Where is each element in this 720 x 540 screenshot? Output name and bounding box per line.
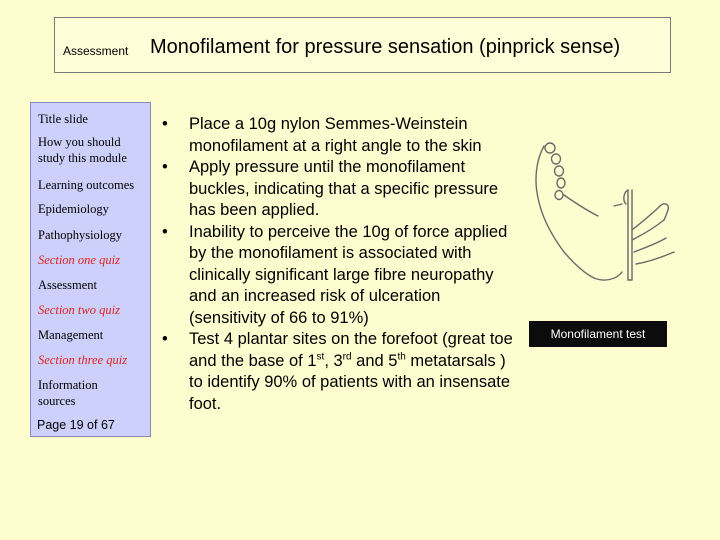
page-indicator: Page 19 of 67 [37,418,115,432]
nav-item-section-one-quiz[interactable]: Section one quiz [38,253,120,267]
bullet-text: Inability to perceive the 10g of force applied by the monofilament is associated with clinically significant large fibre neuropathy and an increased risk of ulceration (sensitivity of 66 to 91%) [189,222,508,327]
bullet-item [157,157,517,222]
bullet-item [157,114,517,157]
bullet-item [157,329,517,415]
nav-item-how-to-study[interactable]: How you should study this module [38,135,127,165]
slide-title: Monofilament for pressure sensation (pinprick sense) [150,36,621,58]
monofilament-test-button[interactable]: Monofilament test [529,321,667,347]
nav-item-section-three-quiz[interactable]: Section three quiz [38,353,128,367]
nav-item-title-slide[interactable]: Title slide [38,112,88,126]
nav-item-management[interactable]: Management [38,328,104,342]
section-label: Assessment [63,44,129,58]
nav-item-section-two-quiz[interactable]: Section two quiz [38,303,120,317]
bullet-dot-icon: • [162,330,168,348]
bullet-dot-icon: • [162,222,168,241]
bullet-list [157,114,517,415]
navigation-panel [30,102,151,437]
bullet-dot-icon: • [162,115,168,133]
title-box [54,17,671,73]
bullet-item [157,222,517,330]
nav-item-assessment[interactable]: Assessment [38,278,98,292]
nav-item-information-sources[interactable]: Information sources [38,378,98,408]
nav-item-epidemiology[interactable]: Epidemiology [38,202,109,216]
monofilament-foot-illustration [524,140,684,300]
nav-item-pathophysiology[interactable]: Pathophysiology [38,228,123,242]
bullet-dot-icon: • [162,158,168,176]
nav-item-learning-outcomes[interactable]: Learning outcomes [38,178,135,192]
bullet-text: Apply pressure until the monofilament buckles, indicating that a specific pressure has been applied. [189,158,499,219]
bullet-text: Test 4 plantar sites on the forefoot (great toe and the base of 1st, 3rd and 5th metatarsals ) to identify 90% of patients with an insensate foot. [189,330,513,413]
bullet-text: Place a 10g nylon Semmes-Weinstein monofilament at a right angle to the skin [189,115,482,155]
